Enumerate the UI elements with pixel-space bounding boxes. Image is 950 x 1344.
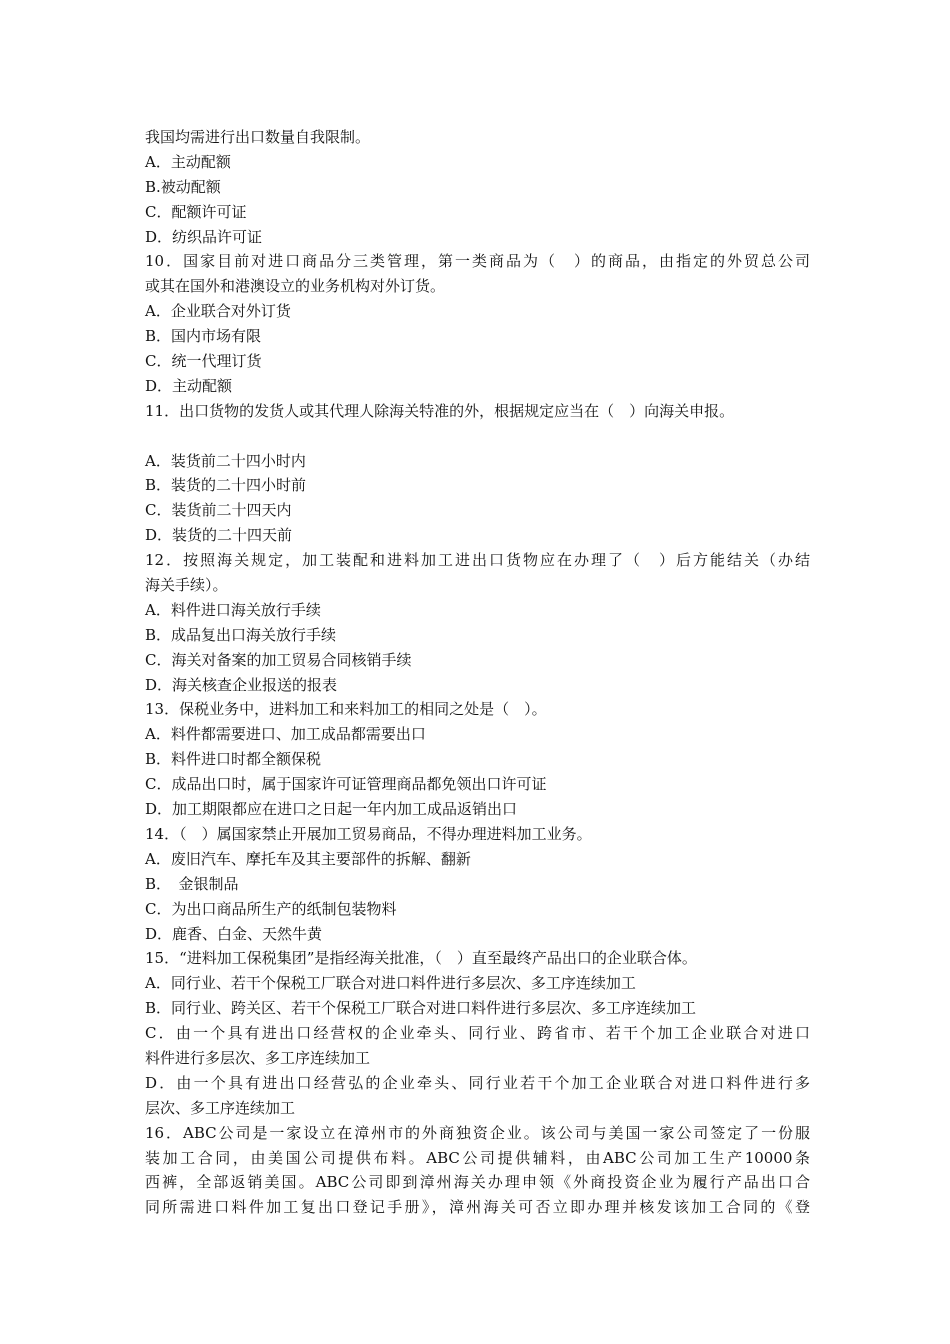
- option-d: D．鹿香、白金、天然牛黄: [145, 924, 323, 943]
- option-b: B.被动配额: [145, 177, 221, 196]
- blank-line: [145, 424, 810, 449]
- option-a: A．料件都需要进口、加工成品都需要出口: [145, 725, 426, 744]
- option-a: A．装货前二十四小时内: [145, 451, 306, 470]
- question-16-line-1: 16．ABC公司是一家设立在漳州市的外商独资企业。该公司与美国一家公司签定了一份服: [145, 1123, 810, 1142]
- option-a: A．料件进口海关放行手续: [145, 600, 321, 619]
- option-d: D．装货的二十四天前: [145, 526, 293, 545]
- option-b: B．同行业、跨关区、若干个保税工厂联合对进口料件进行多层次、多工序连续加工: [145, 999, 697, 1018]
- question-16-line-4: 同所需进口料件加工复出口登记手册》，漳州海关可否立即办理并核发该加工合同的《登: [145, 1198, 810, 1217]
- option-c: C．为出口商品所生产的纸制包装物料: [145, 899, 397, 918]
- question-16-line-3: 西裤，全部返销美国。ABC公司即到漳州海关办理申领《外商投资企业为履行产品出口合: [145, 1173, 810, 1192]
- option-b: B．装货的二十四小时前: [145, 476, 307, 495]
- option-c: C．海关对备案的加工贸易合同核销手续: [145, 650, 412, 669]
- option-a: A．同行业、若干个保税工厂联合对进口料件进行多层次、多工序连续加工: [145, 974, 636, 993]
- option-d: D．加工期限都应在进口之日起一年内加工成品返销出口: [145, 800, 518, 819]
- option-d-line-2: 层次、多工序连续加工: [145, 1098, 296, 1117]
- option-d: D．海关核查企业报送的报表: [145, 675, 338, 694]
- option-a: A．废旧汽车、摩托车及其主要部件的拆解、翻新: [145, 849, 471, 868]
- option-b: B．料件进口时都全额保税: [145, 750, 322, 769]
- option-a: A．企业联合对外订货: [145, 302, 291, 321]
- option-c: C．成品出口时，属于国家许可证管理商品都免领出口许可证: [145, 775, 547, 794]
- question-13: 13．保税业务中，进料加工和来料加工的相同之处是（ ）。: [145, 700, 547, 719]
- question-15: 15．“进料加工保税集团”是指经海关批准，（ ）直至最终产品出口的企业联合体。: [145, 949, 697, 968]
- option-c: C．统一代理订货: [145, 352, 262, 371]
- question-11: 11．出口货物的发货人或其代理人除海关特准的外，根据规定应当在（ ）向海关申报。: [145, 401, 735, 420]
- question-16-line-2: 装加工合同，由美国公司提供布料。ABC公司提供辅料，由ABC公司加工生产10000条: [145, 1148, 810, 1167]
- option-d: D．主动配额: [145, 376, 233, 395]
- option-c: C．装货前二十四天内: [145, 501, 292, 520]
- question-10-line-1: 10．国家目前对进口商品分三类管理，第一类商品为（ ）的商品，由指定的外贸总公司: [145, 252, 810, 271]
- option-c: C．配额许可证: [145, 202, 247, 221]
- question-14: 14．（ ）属国家禁止开展加工贸易商品，不得办理进料加工业务。: [145, 824, 592, 843]
- question-12-line-1: 12．按照海关规定，加工装配和进料加工进出口货物应在办理了（ ）后方能结关（办结: [145, 551, 810, 570]
- option-b: B． 金银制品: [145, 874, 239, 893]
- option-c-line-2: 料件进行多层次、多工序连续加工: [145, 1048, 371, 1067]
- option-b: B．国内市场有限: [145, 327, 262, 346]
- option-a: A．主动配额: [145, 152, 231, 171]
- option-c-line-1: C．由一个具有进出口经营权的企业牵头、同行业、跨省市、若干个加工企业联合对进口: [145, 1024, 810, 1043]
- document-page: [145, 125, 810, 1220]
- option-d-line-1: D．由一个具有进出口经营弘的企业牵头、同行业若干个加工企业联合对进口料件进行多: [145, 1073, 810, 1092]
- option-d: D．纺织品许可证: [145, 227, 263, 246]
- text-line: 我国均需进行出口数量自我限制。: [145, 128, 371, 146]
- question-10-line-2: 或其在国外和港澳设立的业务机构对外订货。: [145, 277, 446, 296]
- question-12-line-2: 海关手续）。: [145, 576, 228, 595]
- option-b: B．成品复出口海关放行手续: [145, 625, 337, 644]
